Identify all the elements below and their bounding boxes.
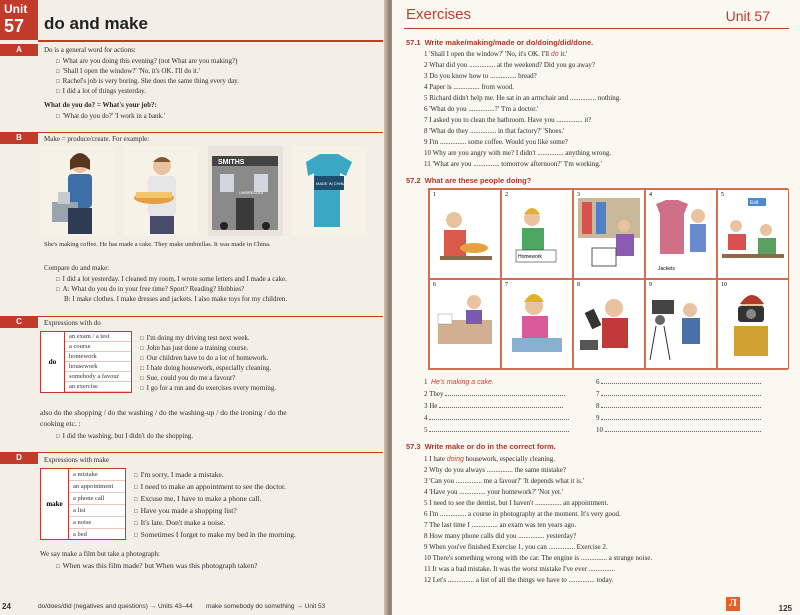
exit-sign: Exit xyxy=(750,200,759,206)
make-example: □ Sometimes I forget to make my bed in the morning. xyxy=(134,530,296,542)
answer-line[interactable] xyxy=(424,414,569,423)
exercise-number: 57.3 xyxy=(406,442,421,451)
make-expressions-table xyxy=(40,468,126,540)
exercise-line[interactable]: 7 I asked you to clean the bathroom. Have you ............... it? xyxy=(424,116,592,124)
exercise-line[interactable]: 3 'Can you ............... me a favour?' 'It depends what it is.' xyxy=(424,477,584,485)
umbrella-sign-text: UMBRELLAS xyxy=(239,190,264,195)
do-example: □ Sue, could you do me a favour? xyxy=(140,374,235,385)
activity-picture-grid xyxy=(428,188,788,370)
section-c-rule xyxy=(38,316,383,317)
exercise-line[interactable]: 2 What did you ............... at the weekend? Did you go away? xyxy=(424,61,595,69)
answer-label: 10 xyxy=(596,426,603,434)
picture-number: 9 xyxy=(649,282,652,288)
answer-line[interactable] xyxy=(424,402,563,411)
man-with-cake-illustration xyxy=(124,146,199,236)
left-page-number: 24 xyxy=(2,602,11,611)
compare-line: □ I did a lot yesterday. I cleaned my room, I wrote some letters and I made a cake. xyxy=(56,275,287,286)
section-b-intro: Make = produce/create. For example: xyxy=(44,135,150,143)
exercise-line[interactable]: 11 'What are you ............... tomorrow afternoon?' 'I'm working.' xyxy=(424,160,602,168)
example-answer: doing xyxy=(446,456,464,463)
answer-line[interactable] xyxy=(596,402,761,411)
answer-label: 6 xyxy=(596,378,600,386)
picture-5 xyxy=(717,189,789,279)
clothes-making-illustration xyxy=(646,190,716,278)
footer-link-unit-53[interactable]: make somebody do something → Unit 53 xyxy=(206,603,326,610)
compare-heading: Compare do and make: xyxy=(44,264,110,272)
jackets-label: Jackets xyxy=(658,266,675,272)
picture-4 xyxy=(645,189,717,279)
exercise-line-tail: housework, especially cleaning. xyxy=(463,455,556,463)
section-a-line: □ 'Shall I open the window?' 'No, it's OK. I'll do it.' xyxy=(56,67,200,78)
do-expressions-table xyxy=(40,331,132,393)
homework-label: Homework xyxy=(518,254,542,260)
exercise-instruction: Write make/making/made or do/doing/did/done. xyxy=(424,38,594,47)
picture-1 xyxy=(429,189,501,279)
do-table-row: somebody a favour xyxy=(65,372,131,382)
exercise-line[interactable]: 4 Paper is ............... from wood. xyxy=(424,83,515,91)
unit-badge xyxy=(0,0,38,40)
exercise-line[interactable]: 8 'What do they ............... in that factory?' 'Shoes.' xyxy=(424,127,565,135)
make-table-row: a noise xyxy=(69,517,125,529)
picture-9 xyxy=(645,279,717,369)
answer-label: 3 He xyxy=(424,402,438,410)
shop-sign-text: SMITHS xyxy=(218,159,245,166)
section-a-line: Do is a general word for actions: xyxy=(44,46,136,54)
make-example: □ Have you made a shopping list? xyxy=(134,506,237,518)
exercise-line[interactable]: 3 Do you know how to ............... bread? xyxy=(424,72,537,80)
unit-label: Unit xyxy=(4,2,28,16)
homework-illustration xyxy=(502,190,572,278)
section-d-rule xyxy=(38,452,383,453)
answer-line[interactable] xyxy=(596,414,761,423)
make-table-row: an appointment xyxy=(69,481,125,493)
section-a-line: □ Rachel's job is very boring. She does the same thing every day. xyxy=(56,77,239,88)
exercise-line[interactable]: 8 How many phone calls did you ............... yesterday? xyxy=(424,532,577,540)
picture-6 xyxy=(429,279,501,369)
picture-10 xyxy=(717,279,789,369)
unit-number: 57 xyxy=(4,16,25,36)
example-answer: do xyxy=(550,51,559,58)
do-example: □ I'm doing my driving test next week. xyxy=(140,334,250,345)
picture-number: 6 xyxy=(433,282,436,288)
example-answer: He's making a cake. xyxy=(431,379,494,386)
title-divider xyxy=(38,40,383,42)
do-example: □ I hate doing housework, especially cleaning. xyxy=(140,364,271,375)
also-do-line-2: cooking etc. : xyxy=(40,419,81,428)
answer-line[interactable] xyxy=(424,390,565,399)
answer-label: 8 xyxy=(596,402,600,410)
exercise-line[interactable]: 7 The last time I ............... an exam was ten years ago. xyxy=(424,521,577,529)
left-page xyxy=(0,0,388,615)
picture-8 xyxy=(573,279,645,369)
make-table-head: make xyxy=(41,469,69,539)
baking-illustration xyxy=(430,190,500,278)
made-in-china-shirt-illustration xyxy=(292,146,367,236)
picture-number: 10 xyxy=(721,282,727,288)
section-a-tab: A xyxy=(0,44,38,56)
compare-line: □ A: What do you do in your free time? Sport? Reading? Hobbies? xyxy=(56,285,244,296)
also-do-example: □ I did the washing, but I didn't do the shopping. xyxy=(56,432,193,443)
section-a-line: What do you do? = What's your job?: xyxy=(44,101,157,109)
section-b-illustrations xyxy=(40,146,370,251)
exercise-line-text: 1 'Shall I open the window?' 'No, it's OK. I'll xyxy=(424,50,551,58)
exercise-line[interactable]: 11 It was a bad mistake. It was the worst mistake I've ever ............... xyxy=(424,565,615,573)
exercises-divider xyxy=(404,28,789,29)
do-example: □ I go for a run and do exercises every morning. xyxy=(140,384,276,395)
picture-7 xyxy=(501,279,573,369)
picture-number: 4 xyxy=(649,192,652,198)
make-table-row: a phone call xyxy=(69,493,125,505)
answer-label: 4 xyxy=(424,414,428,422)
phone-call-illustration xyxy=(574,280,644,368)
exercise-line[interactable]: 9 I'm ............... some coffee. Would you like some? xyxy=(424,138,568,146)
picture-3 xyxy=(573,189,645,279)
footer-link-units-43-44[interactable]: do/does/did (negatives and questions) → Units 43–44 xyxy=(38,603,193,610)
also-do-line: also do the shopping / do the washing / do the washing-up / do the ironing / do the xyxy=(40,408,287,417)
answer-label: 7 xyxy=(596,390,600,398)
answer-label: 9 xyxy=(596,414,600,422)
made-in-china-label: MADE IN CHINA xyxy=(316,181,347,186)
exercise-line xyxy=(424,50,567,59)
exercise-instruction: Write make or do in the correct form. xyxy=(424,442,556,451)
do-table-head: do xyxy=(41,332,65,392)
exercise-line[interactable]: 12 Let's ............... a list of all the things we have to ............... today. xyxy=(424,576,614,584)
picture-number: 8 xyxy=(577,282,580,288)
do-table-row: a course xyxy=(65,342,131,352)
answer-line-1 xyxy=(424,378,494,387)
exercise-57-1-heading xyxy=(406,38,593,47)
section-b-rule xyxy=(38,132,383,133)
exercise-line[interactable]: 5 Richard didn't help me. He sat in an armchair and ............... nothing. xyxy=(424,94,622,102)
answer-line[interactable] xyxy=(424,426,569,435)
exercise-instruction: What are these people doing? xyxy=(424,176,532,185)
make-table-row: a mistake xyxy=(69,469,125,481)
answer-label: 5 xyxy=(424,426,428,434)
exercise-line xyxy=(424,455,555,464)
make-table-row: a list xyxy=(69,505,125,517)
film-photo-line: We say make a film but take a photograph: xyxy=(40,550,160,558)
do-table-row: homework xyxy=(65,352,131,362)
exercises-title: Exercises xyxy=(406,6,472,23)
section-c-intro: Expressions with do xyxy=(44,319,101,327)
answer-line[interactable] xyxy=(596,378,761,387)
exercise-line[interactable]: 10 Why are you angry with me? I didn't ............... anything wrong. xyxy=(424,149,612,157)
answer-label: 2 They xyxy=(424,390,444,398)
exam-room-illustration xyxy=(718,190,788,278)
make-example: □ I need to make an appointment to see the doctor. xyxy=(134,482,286,494)
illustrations-caption: She's making coffee. He has made a cake. They make umbrellas. It was made in China. xyxy=(44,241,271,248)
answer-line[interactable] xyxy=(596,390,761,399)
right-page xyxy=(392,0,800,615)
do-table-row: housework xyxy=(65,362,131,372)
exercise-57-2-heading xyxy=(406,176,531,185)
page-title: do and make xyxy=(44,14,148,33)
exercise-line-text: 1 I hate xyxy=(424,455,447,463)
picture-number: 5 xyxy=(721,192,724,198)
exercise-number: 57.1 xyxy=(406,38,421,47)
section-a-line: □ What are you doing this evening? (not What are you making?) xyxy=(56,57,237,68)
section-b-tab: B xyxy=(0,132,38,144)
exercise-line[interactable]: 2 Why do you always ............... the same mistake? xyxy=(424,466,566,474)
exercise-line[interactable]: 4 'Have you ............... your homework?' 'Not yet.' xyxy=(424,488,563,496)
section-a-line: □ 'What do you do?' 'I work in a bank.' xyxy=(56,112,165,123)
section-d-intro: Expressions with make xyxy=(44,456,109,464)
photograph-illustration xyxy=(718,280,788,368)
compare-line: B: I make clothes. I make dresses and jackets. I also make toys for my children. xyxy=(64,295,288,303)
make-example: □ Excuse me, I have to make a phone call. xyxy=(134,494,261,506)
do-table-row: an exercise xyxy=(65,382,131,392)
washing-up-illustration xyxy=(502,280,572,368)
woman-making-coffee-illustration xyxy=(40,146,115,236)
answer-line[interactable] xyxy=(596,426,761,435)
section-a-line: □ I did a lot of things yesterday. xyxy=(56,87,146,98)
make-table-row: a bed xyxy=(73,531,87,538)
exercises-unit: Unit 57 xyxy=(725,8,770,24)
answer-label: 1 xyxy=(424,378,428,386)
film-photo-example: □ When was this film made? but When was this photograph taken? xyxy=(56,561,257,573)
exercise-line-tail: it.' xyxy=(558,50,568,58)
publisher-watermark-icon: Л xyxy=(726,597,740,611)
filming-illustration xyxy=(646,280,716,368)
make-example: □ It's late. Don't make a noise. xyxy=(134,518,225,530)
exercise-line[interactable]: 9 When you've finished Exercise 1, you can ............... Exercise 2. xyxy=(424,543,608,551)
do-example: □ John has just done a training course. xyxy=(140,344,248,355)
picture-2 xyxy=(501,189,573,279)
umbrella-shop-illustration xyxy=(208,146,283,236)
exercise-57-3-heading xyxy=(406,442,556,451)
picture-number: 2 xyxy=(505,192,508,198)
bed-making-illustration xyxy=(430,280,500,368)
exercise-line[interactable]: 6 I'm ............... a course in photography at the moment. It's very good. xyxy=(424,510,621,518)
shopping-illustration xyxy=(574,190,644,278)
picture-number: 1 xyxy=(433,192,436,198)
exercise-number: 57.2 xyxy=(406,176,421,185)
picture-number: 7 xyxy=(505,282,508,288)
do-example: □ Our children have to do a lot of homework. xyxy=(140,354,268,365)
exercise-line[interactable]: 10 There's something wrong with the car. The engine is ............... a strange noise. xyxy=(424,554,653,562)
section-c-tab: C xyxy=(0,316,38,328)
left-footer xyxy=(0,599,388,615)
exercise-line[interactable]: 6 'What do you ...............?' 'I'm a doctor.' xyxy=(424,105,539,113)
make-example: □ I'm sorry, I made a mistake. xyxy=(134,470,224,482)
right-page-number: 125 xyxy=(778,604,792,613)
section-d-tab: D xyxy=(0,452,38,464)
exercise-line[interactable]: 5 I need to see the dentist, but I haven't ............... an appointment. xyxy=(424,499,609,507)
do-table-row: an exam / a test xyxy=(65,332,131,342)
picture-number: 3 xyxy=(577,192,580,198)
